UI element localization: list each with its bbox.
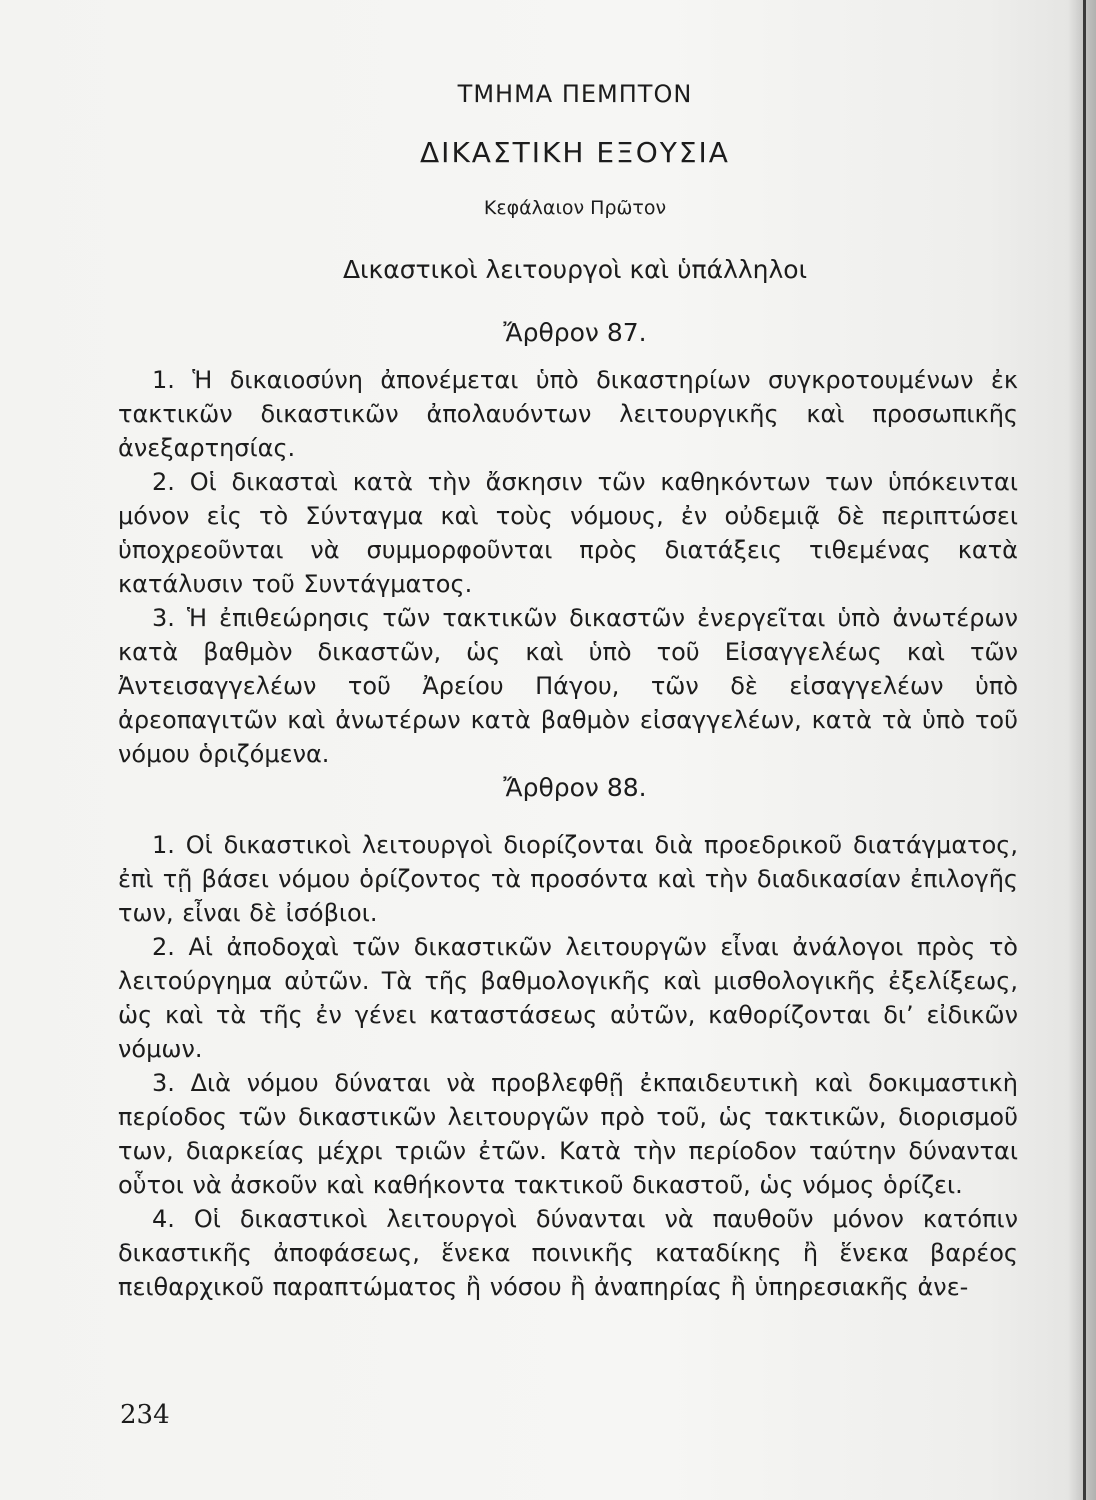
- article-paragraph: 2. Οἱ δικασταὶ κατὰ τὴν ἄσκησιν τῶν καθηκόντων των ὑπόκεινται μόνον εἰς τὸ Σύνταγμα καὶ τοὺς νόμους, ἐν οὐδεμιᾷ δὲ περιπτώσει ὑποχρεοῦνται νὰ συμμορφοῦνται πρὸς διατάξεις τιθεμένας κατὰ κατάλυσιν τοῦ Συντάγματος.: [118, 468, 1018, 598]
- article-paragraph: 1. Οἱ δικαστικοὶ λειτουργοὶ διορίζονται διὰ προεδρικοῦ διατάγματος, ἐπὶ τῇ βάσει νόμου ὁρίζοντος τὰ προσόντα καὶ τὴν διαδικασίαν ἐπιλογῆς των, εἶναι δὲ ἰσόβιοι.: [118, 831, 1018, 927]
- page-number: 234: [120, 1400, 170, 1430]
- article-paragraph: 4. Οἱ δικαστικοὶ λειτουργοὶ δύνανται νὰ παυθοῦν μόνον κατόπιν δικαστικῆς ἀποφάσεως, ἕνεκα ποινικῆς καταδίκης ἢ ἕνεκα βαρέος πειθαρχικοῦ παραπτώματος ἢ νόσου ἢ ἀναπηρίας ἢ ὑπηρεσιακῆς ἀνε-: [118, 1205, 1018, 1301]
- part-title: ΔΙΚΑΣΤΙΚΗ ΕΞΟΥΣΙΑ: [420, 136, 730, 169]
- binding-edge-line: [1083, 0, 1086, 1500]
- article-paragraph: 2. Αἱ ἀποδοχαὶ τῶν δικαστικῶν λειτουργῶν εἶναι ἀνάλογοι πρὸς τὸ λειτούργημα αὐτῶν. Τὰ τῆς βαθμολογικῆς καὶ μισθολογικῆς ἐξελίξεως, ὡς καὶ τὰ τῆς ἐν γένει καταστάσεως αὐτῶν, καθορίζονται δι’ εἰδικῶν νόμων.: [118, 933, 1018, 1063]
- binding-shadow: [1068, 0, 1096, 1500]
- article-87: [118, 318, 1018, 771]
- section-title: ΤΜΗΜΑ ΠΕΜΠΤΟΝ: [457, 80, 693, 108]
- article-paragraph: 3. Διὰ νόμου δύναται νὰ προβλεφθῇ ἐκπαιδευτικὴ καὶ δοκιμαστικὴ περίοδος τῶν δικαστικῶν λειτουργῶν πρὸ τοῦ, ὡς τακτικῶν, διορισμοῦ των, διαρκείας μέχρι τριῶν ἐτῶν. Κατὰ τὴν περίοδον ταύτην δύνανται οὗτοι νὰ ἀσκοῦν καὶ καθήκοντα τακτικοῦ δικαστοῦ, ὡς νόμος ὁρίζει.: [118, 1069, 1018, 1199]
- article-paragraph: 3. Ἡ ἐπιθεώρησις τῶν τακτικῶν δικαστῶν ἐνεργεῖται ὑπὸ ἀνωτέρων κατὰ βαθμὸν δικαστῶν, ὡς καὶ ὑπὸ τοῦ Εἰσαγγελέως καὶ τῶν Ἀντεισαγγελέων τοῦ Ἀρείου Πάγου, τῶν δὲ εἰσαγγελέων ὑπὸ ἀρεοπαγιτῶν καὶ ἀνωτέρων κατὰ βαθμὸν εἰσαγγελέων, κατὰ τὰ ὑπὸ τοῦ νόμου ὁριζόμενα.: [118, 604, 1018, 768]
- chapter-title: Δικαστικοὶ λειτουργοὶ καὶ ὑπάλληλοι: [342, 255, 808, 284]
- article-88: [118, 773, 1018, 1304]
- article-heading: Ἄρθρον 87.: [503, 318, 647, 347]
- article-paragraph: 1. Ἡ δικαιοσύνη ἀπονέμεται ὑπὸ δικαστηρίων συγκροτουμένων ἐκ τακτικῶν δικαστικῶν ἀπολαυόντων λειτουργικῆς καὶ προσωπικῆς ἀνεξαρτησίας.: [118, 366, 1018, 462]
- chapter-label: Κεφάλαιον Πρῶτον: [483, 197, 667, 219]
- page-content: [118, 80, 1018, 1304]
- article-heading: Ἄρθρον 88.: [503, 773, 647, 802]
